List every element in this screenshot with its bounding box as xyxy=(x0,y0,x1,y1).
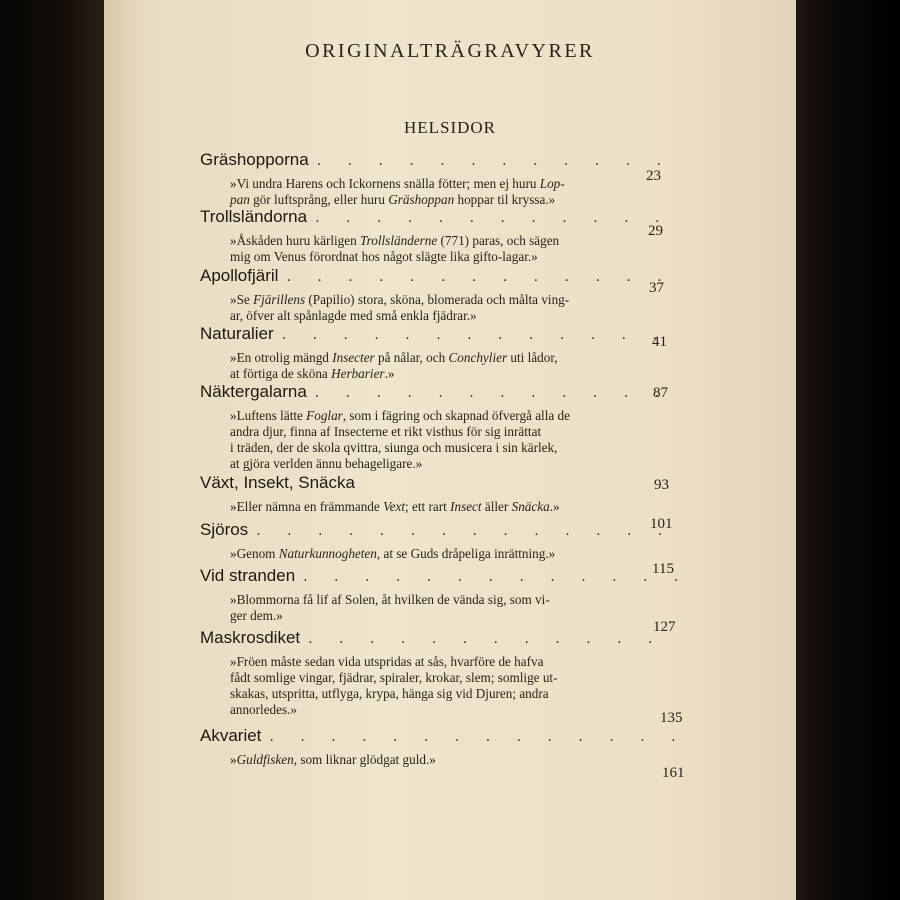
entry-page-number: 101 xyxy=(650,516,673,532)
entry-title: Apollofjäril xyxy=(200,266,279,285)
toc-entry xyxy=(200,628,684,718)
entry-page-number: 29 xyxy=(648,223,663,239)
entry-title: Näktergalarna xyxy=(200,382,307,401)
entry-page-number: 135 xyxy=(660,710,683,726)
entry-title: Gräshopporna xyxy=(200,150,309,169)
entry-quote: »Se Fjärillens (Papilio) stora, sköna, blomerada och målta ving- ar, öfver alt spånlagde med små enkla fjädrar.» xyxy=(230,292,570,323)
toc-entry xyxy=(200,726,684,768)
book-right-edge xyxy=(796,0,900,900)
toc-entry xyxy=(200,473,684,515)
toc-entry xyxy=(200,207,684,265)
toc-entry xyxy=(200,566,684,624)
section-title: HELSIDOR xyxy=(403,118,497,137)
entry-quote: »Vi undra Harens och Ickornens snälla fötter; men ej huru Lop- pan gör luftsprång, eller huru Gräshoppan hoppar til kryssa.» xyxy=(230,176,565,207)
entry-title: Vid stranden xyxy=(200,566,296,585)
book-page xyxy=(104,0,796,900)
toc-entry xyxy=(200,382,684,472)
toc-entry xyxy=(200,266,684,324)
toc-entry xyxy=(200,150,684,208)
entry-quote: »Luftens lätte Foglar, som i fägring och skapnad öfvergå alla de andra djur, finna af Insecterne et rikt visthus för sig inrättat i träden, der de skola qvittra, siunga och musicera i sin kärlek, at gjöra verlden ännu behageligare.» xyxy=(230,408,570,471)
book-left-edge xyxy=(0,0,104,900)
entry-page-number: 23 xyxy=(646,168,661,184)
final-page-number: 161 xyxy=(662,765,685,781)
page-title: ORIGINALTRÄGRAVYRER xyxy=(305,40,595,62)
entry-quote: »Fröen måste sedan vida utspridas at sås, hvarföre de hafva fådt somlige vingar, fjädrar, spiraler, krokar, slem; somlige ut- skakas, utspritta, utflyga, krypa, hänga sig vid Djuren; andra annorledes.» xyxy=(230,654,558,717)
entry-page-number: 127 xyxy=(653,619,676,635)
entry-title: Maskrosdiket xyxy=(200,628,301,647)
entry-title: Växt, Insekt, Snäcka xyxy=(200,473,355,492)
entry-quote: »Åskåden huru kärligen Trollsländerne (771) paras, och sägen mig om Venus förordnat hos något slägte lika gifto-lagar.» xyxy=(230,233,560,264)
entry-page-number: 93 xyxy=(654,477,669,493)
entry-page-number: 37 xyxy=(649,280,664,296)
toc-entry xyxy=(200,324,684,382)
entry-title: Naturalier xyxy=(200,324,274,343)
entry-quote: »Blommorna få lif af Solen, åt hvilken de vända sig, som vi- ger dem.» xyxy=(230,592,550,623)
entry-title: Sjöros xyxy=(200,520,249,539)
entry-page-number: 115 xyxy=(652,561,674,577)
entry-page-number: 41 xyxy=(652,334,667,350)
entry-title: Akvariet xyxy=(200,726,262,745)
entry-page-number: 87 xyxy=(653,385,668,401)
entry-quote: »Genom Naturkunnogheten, at se Guds dråpeliga inrättning.» xyxy=(230,546,556,561)
entry-quote: »Guldfisken, som liknar glödgat guld.» xyxy=(230,752,436,767)
entry-quote: »En otrolig mängd Insecter på nålar, och Conchylier uti lådor, at förtiga de sköna Herbarier.» xyxy=(230,350,558,381)
entry-title: Trollsländorna xyxy=(200,207,308,226)
toc-entry xyxy=(200,520,684,562)
entry-quote: »Eller nämna en främmande Vext; ett rart Insect äller Snäcka.» xyxy=(230,499,560,514)
